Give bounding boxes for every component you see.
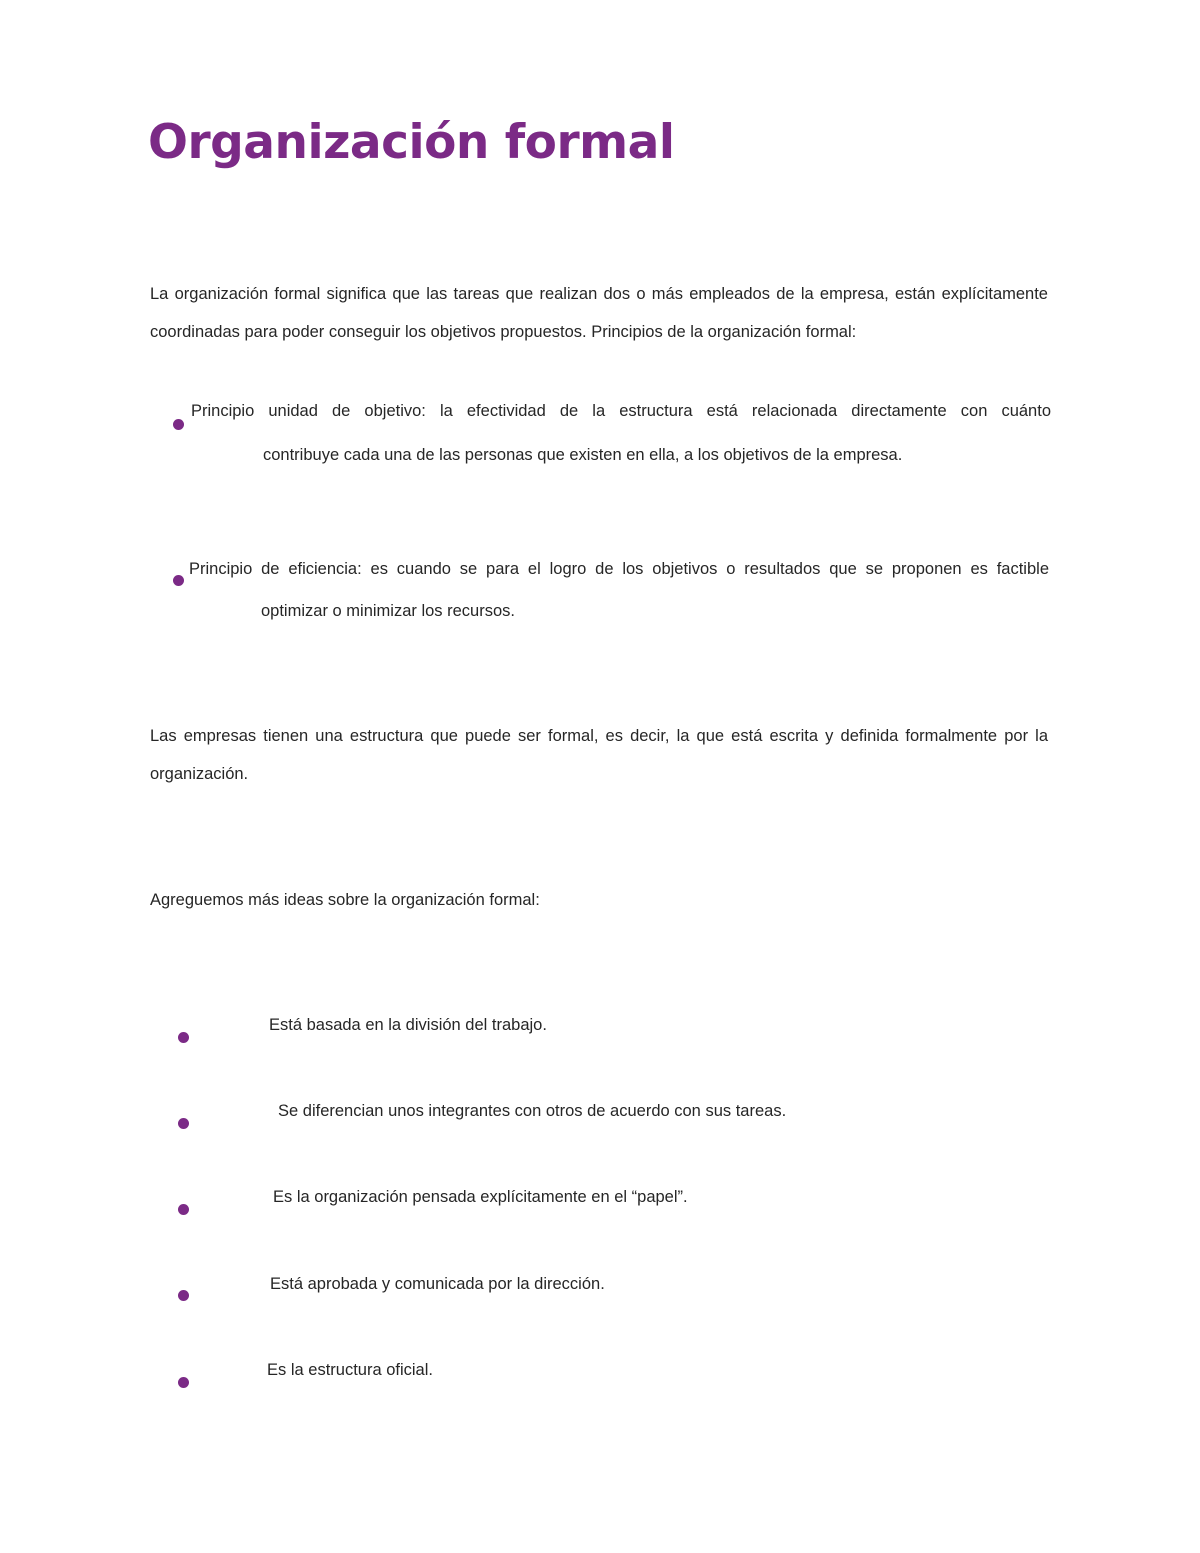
intro-paragraph: La organización formal significa que las tareas que realizan dos o más empleados de la empresa, están explícitamente coordinadas para poder conseguir los objetivos propuestos. Principios de la organización formal: <box>150 285 1048 341</box>
list-item: Se diferencian unos integrantes con otros de acuerdo con sus tareas. <box>278 1102 787 1120</box>
principle-line: Principio unidad de objetivo: la efectividad de la estructura está relacionada directamente con cuánto <box>191 402 1051 420</box>
principle-line: contribuye cada una de las personas que existen en ella, a los objetivos de la empresa. <box>263 446 903 464</box>
principle-line: optimizar o minimizar los recursos. <box>261 602 515 620</box>
purple-dot-icon <box>178 1118 189 1129</box>
principle-item <box>189 557 1049 623</box>
purple-dot-icon <box>173 419 184 430</box>
document-title: Organización formal <box>148 115 675 170</box>
list-item: Está aprobada y comunicada por la dirección. <box>270 1275 605 1293</box>
list-item: Es la organización pensada explícitamente en el “papel”. <box>273 1188 688 1206</box>
purple-dot-icon <box>178 1290 189 1301</box>
list-item: Está basada en la división del trabajo. <box>269 1016 547 1034</box>
purple-dot-icon <box>178 1204 189 1215</box>
purple-dot-icon <box>173 575 184 586</box>
principle-item <box>191 399 1051 467</box>
ideas-intro: Agreguemos más ideas sobre la organización formal: <box>150 891 540 909</box>
principle-line: Principio de eficiencia: es cuando se para el logro de los objetivos o resultados que se proponen es factible <box>189 560 1049 578</box>
purple-dot-icon <box>178 1377 189 1388</box>
structure-paragraph: Las empresas tienen una estructura que puede ser formal, es decir, la que está escrita y definida formalmente por la organización. <box>150 727 1048 783</box>
list-item: Es la estructura oficial. <box>267 1361 433 1379</box>
purple-dot-icon <box>178 1032 189 1043</box>
